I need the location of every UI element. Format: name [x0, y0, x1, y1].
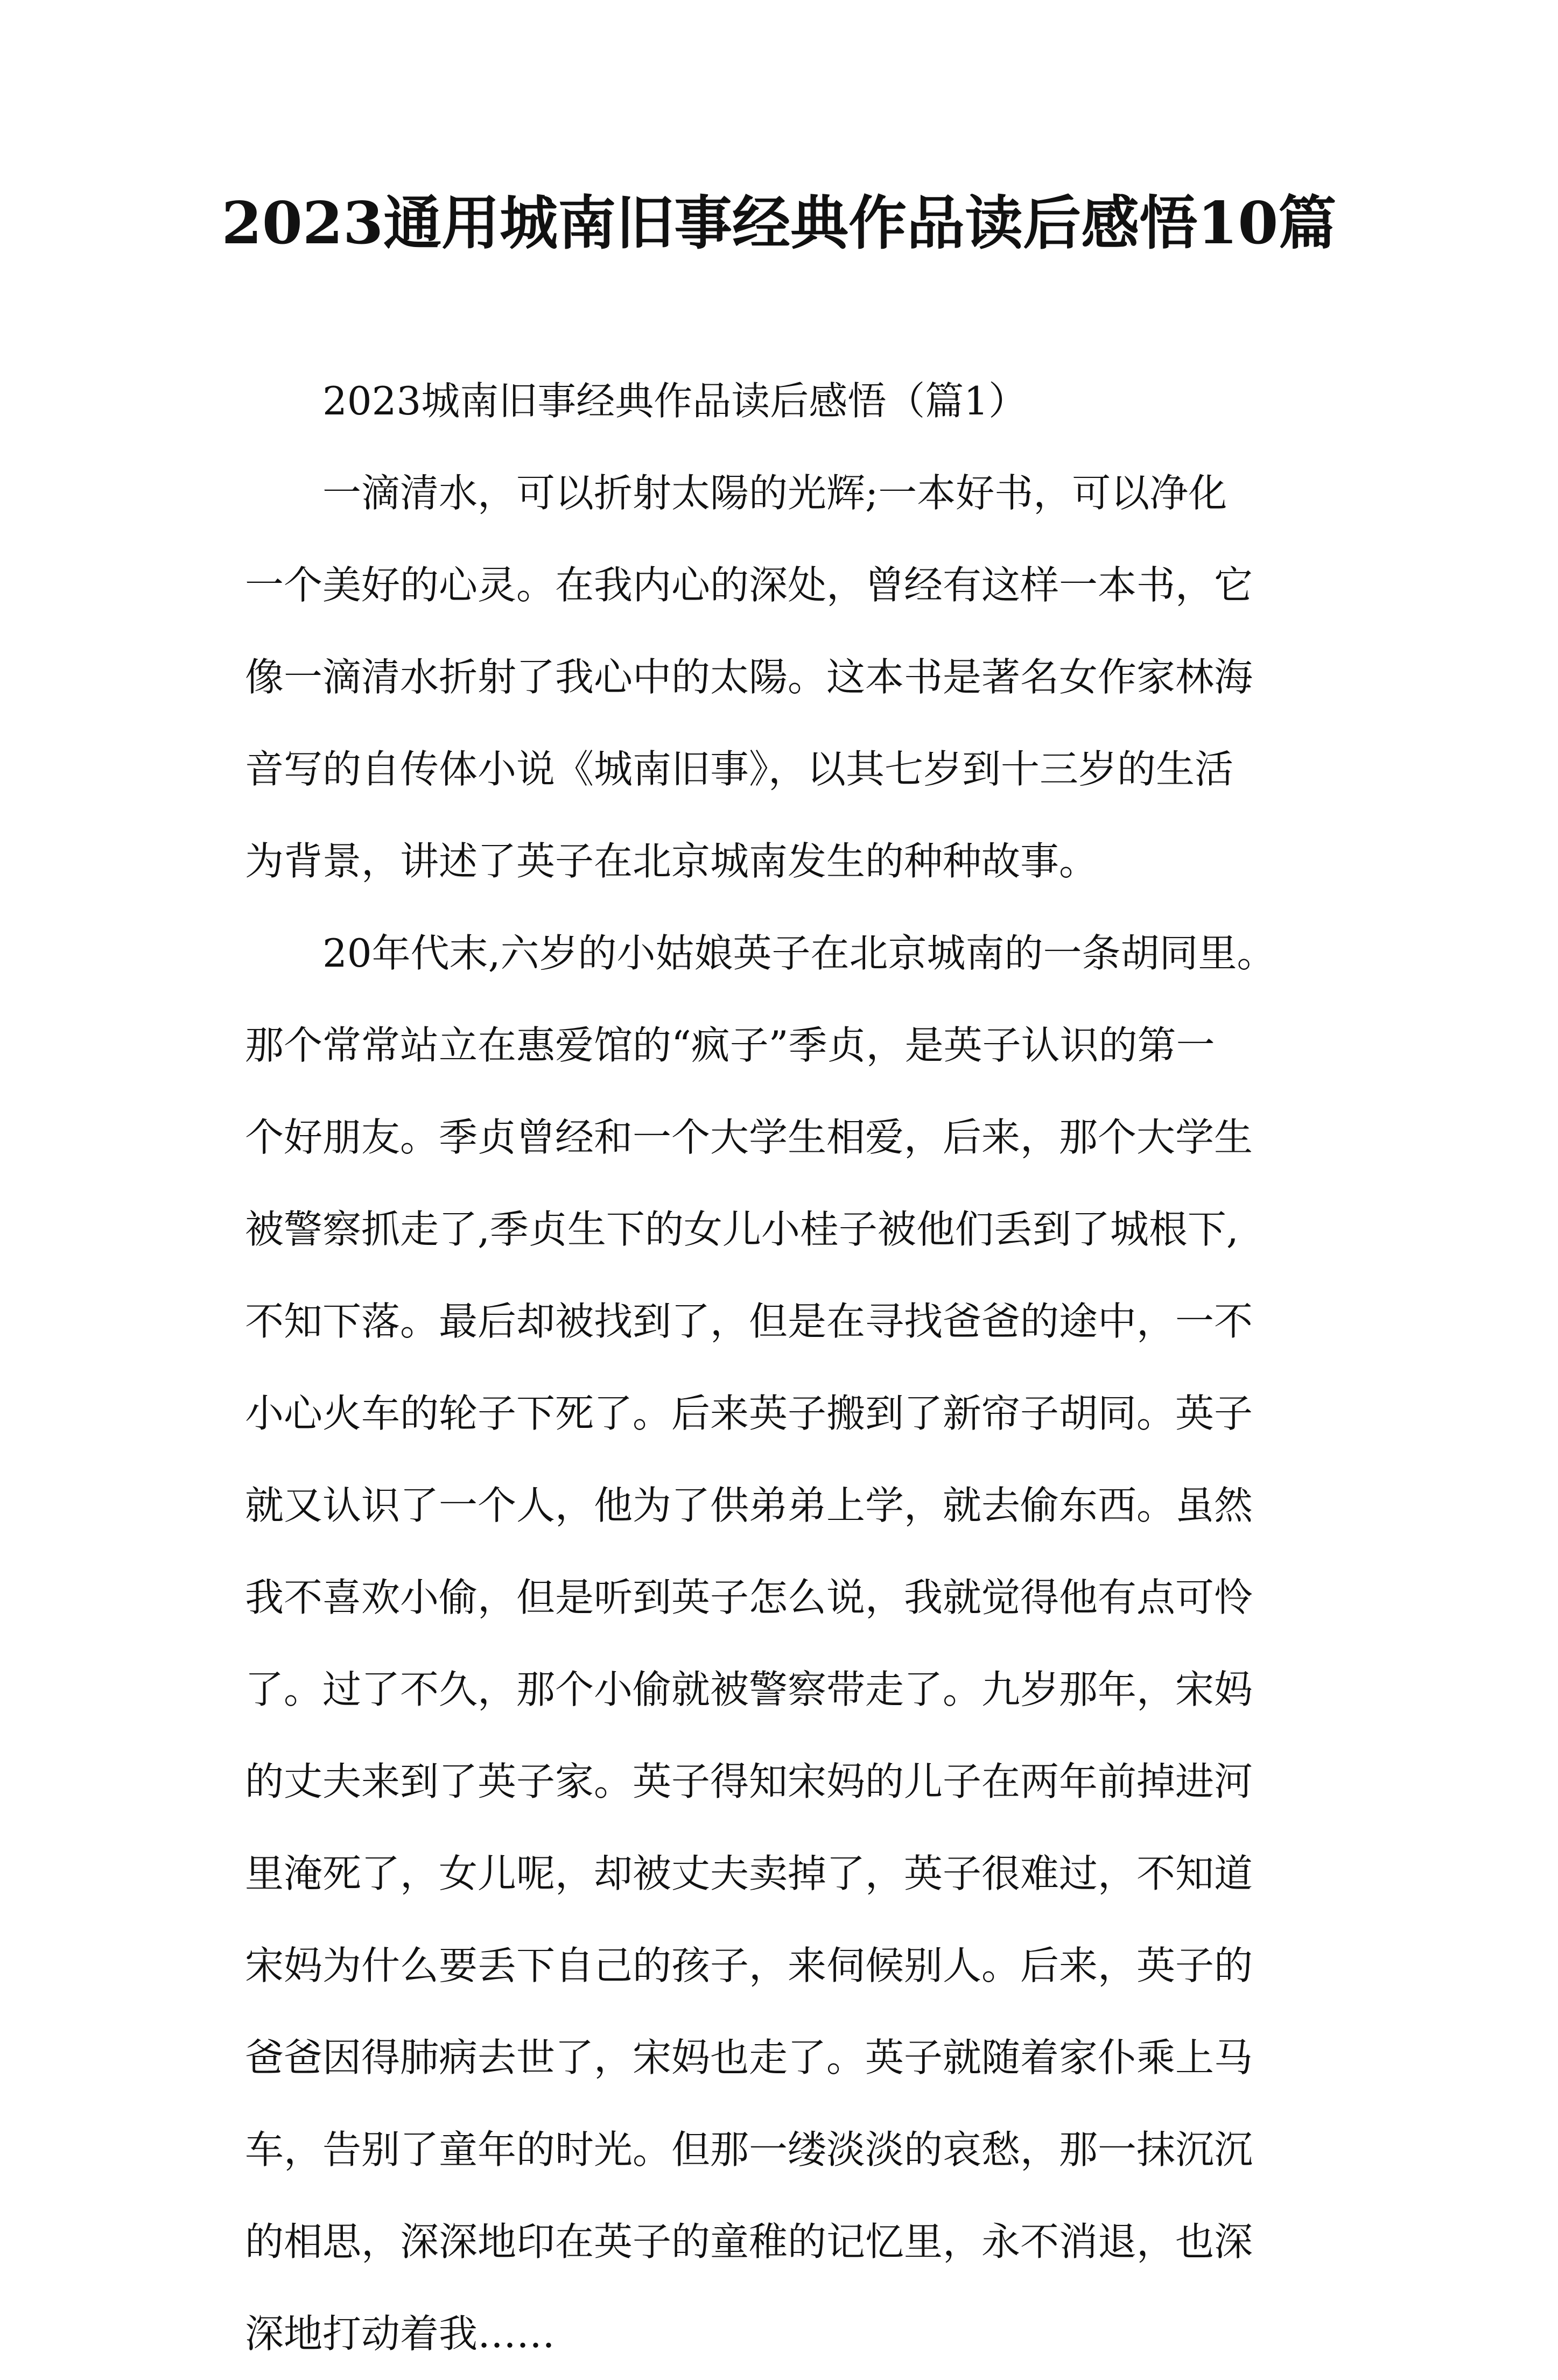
document-body [245, 355, 1316, 2380]
section-heading: 2023城南旧事经典作品读后感悟（篇1） [322, 378, 1028, 424]
document-title: 2023通用城南旧事经典作品读后感悟10篇 [221, 189, 1337, 257]
paragraph-line: 音写的自传体小说《城南旧事》，以其七岁到十三岁的生活 [245, 747, 1234, 792]
paragraph-line: 车，告别了童年的时光。但那一缕淡淡的哀愁，那一抹沉沉 [245, 2127, 1253, 2172]
paragraph-line: 个好朋友。季贞曾经和一个大学生相爱，后来，那个大学生 [245, 1115, 1253, 1160]
paragraph-line: 一滴清水，可以折射太陽的光辉;一本好书，可以净化 [322, 470, 1227, 516]
paragraph-line: 小心火车的轮子下死了。后来英子搬到了新帘子胡同。英子 [245, 1391, 1253, 1436]
paragraph-line: 就又认识了一个人，他为了供弟弟上学，就去偷东西。虽然 [245, 1483, 1253, 1528]
paragraph-line: 的相思，深深地印在英子的童稚的记忆里，永不消退，也深 [245, 2219, 1253, 2264]
paragraph-line: 为背景，讲述了英子在北京城南发生的种种故事。 [245, 839, 1098, 884]
paragraph-line: 那个常常站立在惠爱馆的“疯子”季贞，是英子认识的第一 [245, 1023, 1215, 1068]
paragraph-line: 一个美好的心灵。在我内心的深处，曾经有这样一本书，它 [245, 562, 1253, 608]
paragraph-line: 的丈夫来到了英子家。英子得知宋妈的儿子在两年前掉进河 [245, 1759, 1253, 1804]
paragraph-line: 20年代末,六岁的小姑娘英子在北京城南的一条胡同里。 [322, 931, 1276, 976]
paragraph-line: 深地打动着我…… [245, 2311, 556, 2356]
paragraph-line: 爸爸因得肺病去世了，宋妈也走了。英子就随着家仆乘上马 [245, 2035, 1253, 2080]
paragraph-line: 不知下落。最后却被找到了，但是在寻找爸爸的途中，一不 [245, 1299, 1253, 1344]
paragraph-line: 里淹死了，女儿呢，却被丈夫卖掉了，英子很难过，不知道 [245, 1851, 1253, 1896]
paragraph-line: 我不喜欢小偷，但是听到英子怎么说，我就觉得他有点可怜 [245, 1575, 1253, 1620]
paragraph-2 [245, 907, 1316, 2380]
paragraph-line: 了。过了不久，那个小偷就被警察带走了。九岁那年，宋妈 [245, 1667, 1253, 1712]
paragraph-1 [245, 447, 1316, 907]
paragraph-line: 宋妈为什么要丢下自己的孩子，来伺候别人。后来，英子的 [245, 1943, 1253, 1988]
paragraph-line: 被警察抓走了,季贞生下的女儿小桂子被他们丢到了城根下, [245, 1207, 1239, 1252]
paragraph-line: 像一滴清水折射了我心中的太陽。这本书是著名女作家林海 [245, 654, 1253, 700]
